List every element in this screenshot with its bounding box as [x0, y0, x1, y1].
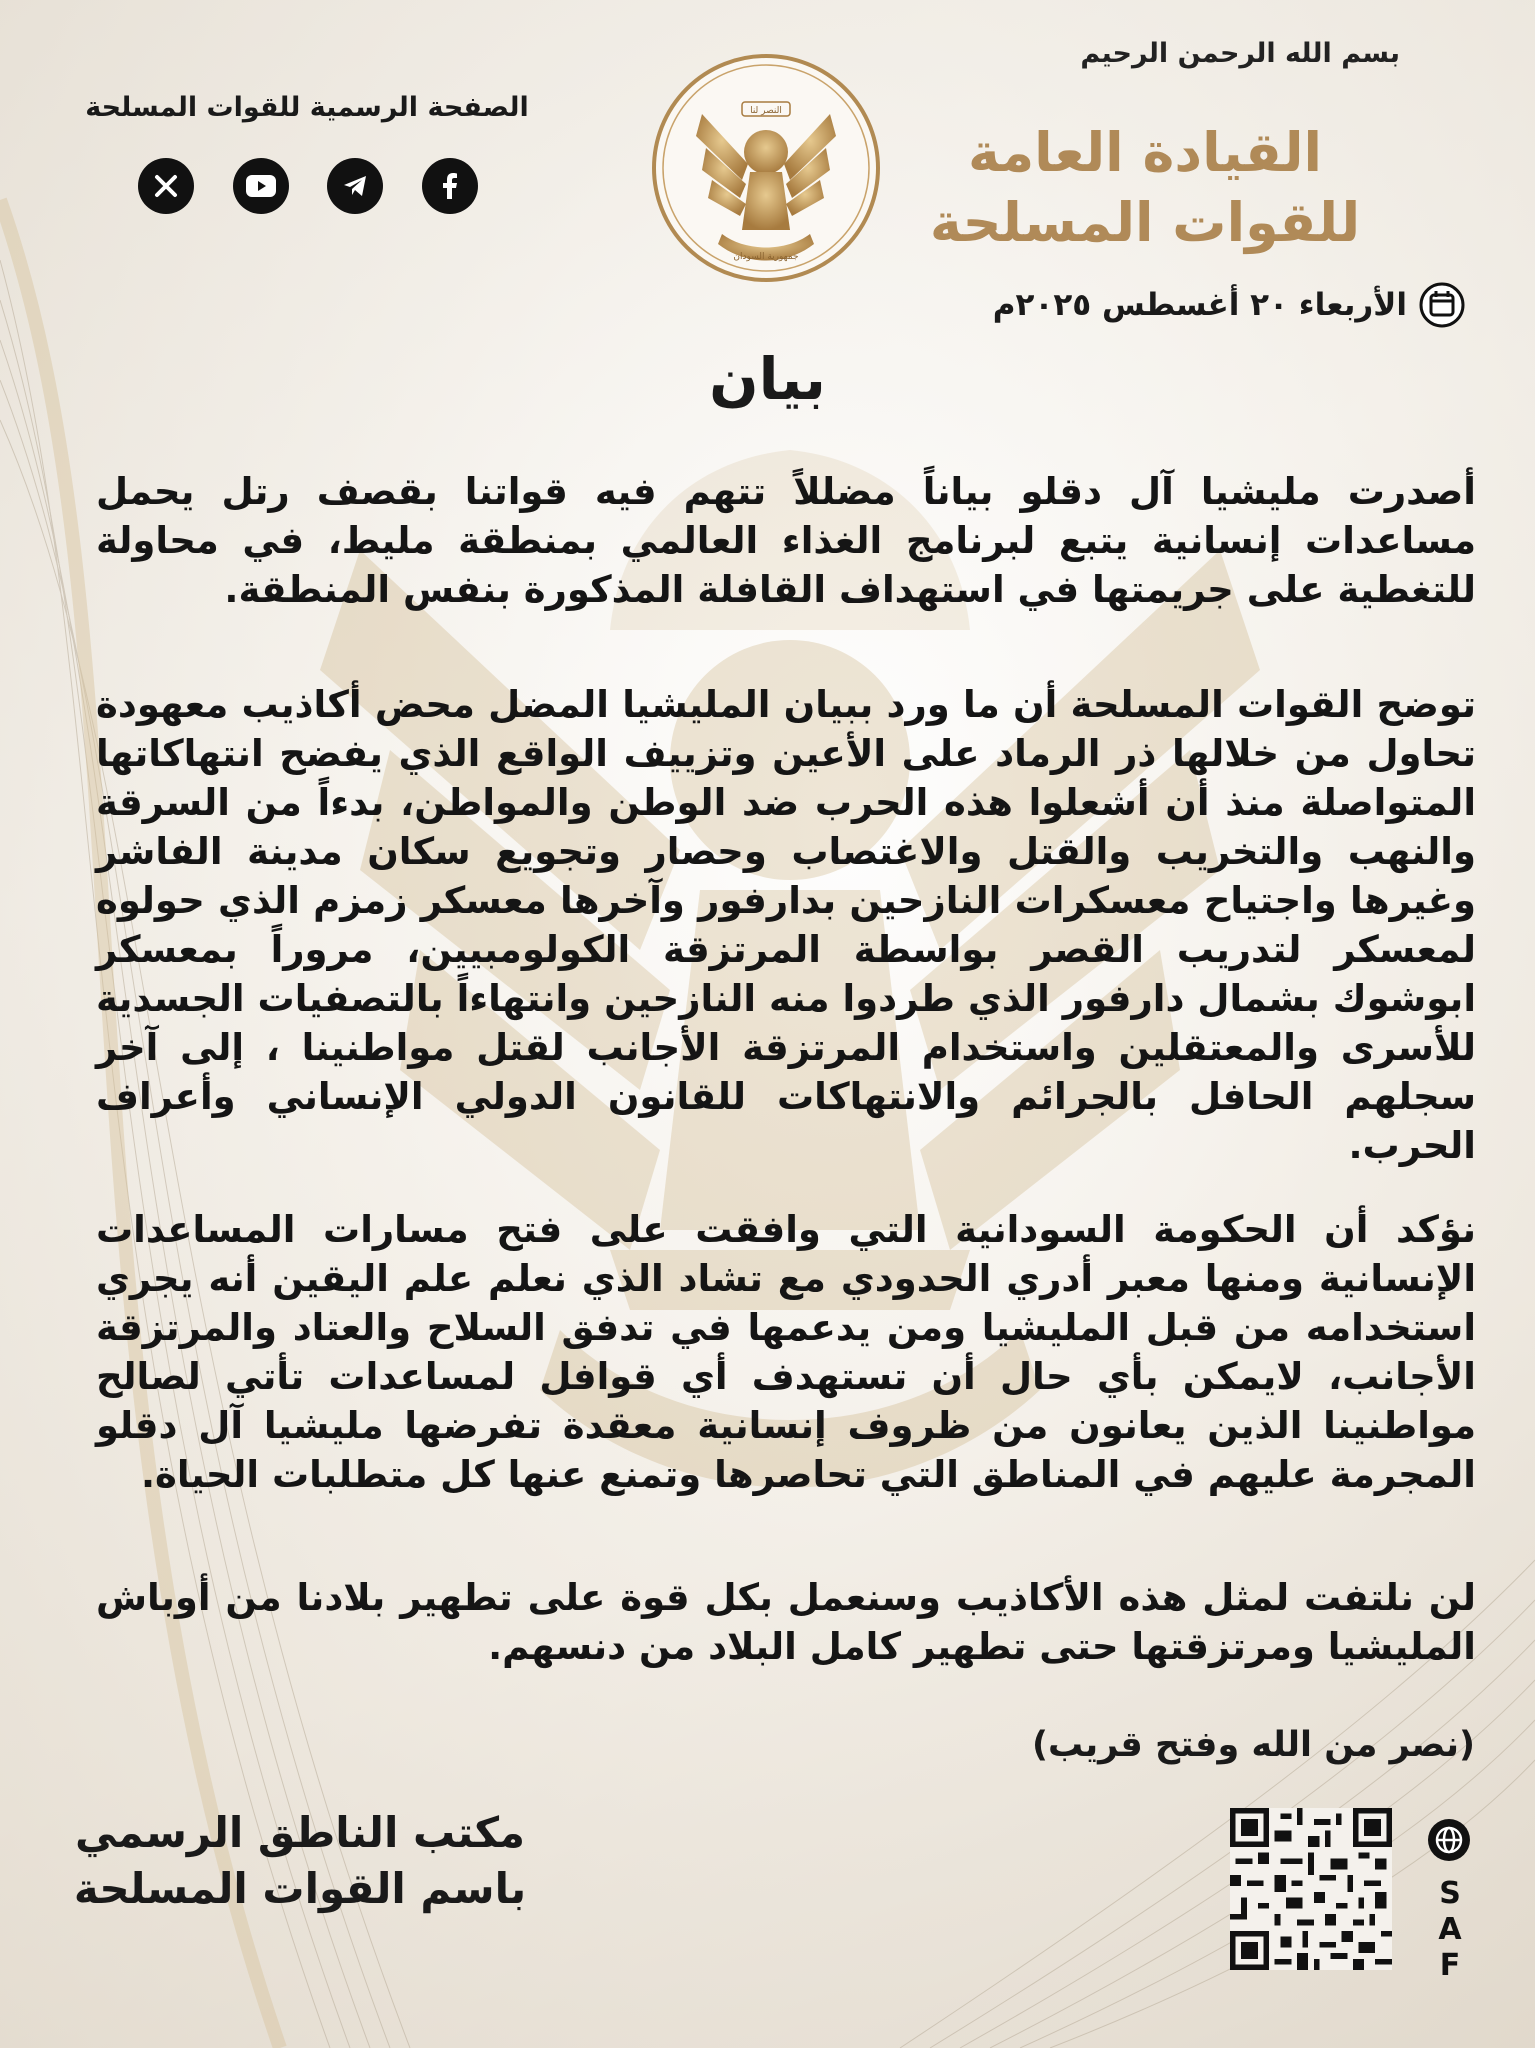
statement-date: الأربعاء ٢٠ أغسطس ٢٠٢٥م	[992, 287, 1407, 323]
saf-letter-f: F	[1439, 1948, 1461, 1983]
command-title-line2: للقوات المسلحة	[929, 191, 1361, 254]
basmala: بسم الله الرحمن الرحيم	[1080, 38, 1400, 69]
paragraph-4: لن نلتفت لمثل هذه الأكاذيب وسنعمل بكل قوة على تطهير بلادنا من أوباش المليشيا ومرتزقتها حتى تطهير كامل البلاد من دنسهم.	[96, 1576, 1476, 1668]
signature-line1: مكتب الناطق الرسمي	[74, 1808, 526, 1857]
signature-line2: باسم القوات المسلحة	[73, 1864, 527, 1913]
saf-letters	[1430, 1876, 1470, 1984]
x-icon[interactable]	[138, 158, 194, 214]
saf-letter-s: S	[1439, 1876, 1461, 1911]
signature-block	[60, 1805, 540, 1917]
qr-code[interactable]	[1230, 1808, 1392, 1970]
general-command-title	[885, 118, 1405, 258]
saf-letter-a: A	[1438, 1912, 1462, 1947]
telegram-icon[interactable]	[327, 158, 383, 214]
date-row	[993, 282, 1465, 328]
paragraph-2: توضح القوات المسلحة أن ما ورد ببيان المليشيا المضل محض أكاذيب معهودة تحاول من خلالها ذر الرماد على الأعين وتزييف الواقع الذي يفضح انتهاكاتها المتواصلة منذ أن أشعلوا هذه الحرب ضد الوطن والمواطن، بدءاً من السرقة والنهب والتخريب والقتل والاغتصاب وحصار وتجويع سكان مدينة الفاشر وغيرها واجتياح معسكرات النازحين بدارفور وآخرها معسكر زمزم الذي حولوه لمعسكر لتدريب القصر بواسطة المرتزقة الكولومبيين، مروراً بمعسكر ابوشوك بشمال دارفور الذي طردوا منه النازحين وانتهاءاً بالتصفيات الجسدية للأسرى والمعتقلين واستخدام المرتزقة الأجانب لقتل مواطنينا ، إلى آخر سجلهم الحافل بالجرائم والانتهاكات للقانون الدولي الإنساني وأعراف الحرب.	[96, 683, 1476, 1167]
emblem-bottom-text: جمهورية السودان	[733, 252, 799, 262]
paragraph-3: نؤكد أن الحكومة السودانية التي وافقت على فتح مسارات المساعدات الإنسانية ومنها معبر أدري الحدودي مع تشاد الذي نعلم علم اليقين أنه يجري استخدامه من قبل المليشيا ومن يدعمها في تدفق السلاح والعتاد والمرتزقة الأجانب، لايمكن بأي حال أن تستهدف أي قوافل لمساعدات تأتي لصالح مواطنينا الذين يعانون من ظروف إنسانية معقدة تفرضها مليشيا آل دقلو المجرمة عليهم في المناطق التي تحاصرها وتمنع عنها كل متطلبات الحياة.	[96, 1208, 1476, 1496]
youtube-icon[interactable]	[233, 158, 289, 214]
command-title-line1: القيادة العامة	[967, 121, 1323, 184]
paragraph-1: أصدرت مليشيا آل دقلو بياناً مضللاً تتهم فيه قواتنا بقصف رتل يحمل مساعدات إنسانية يتبع لبرنامج الغذاء العالمي بمنطقة مليط، في محاولة للتغطية على جريمتها في استهداف القافلة المذكورة بنفس المنطقة.	[96, 470, 1476, 611]
statement-title: بيان	[709, 345, 826, 413]
emblem-top-text: النصر لنا	[750, 106, 782, 116]
closing-phrase: (نصر من الله وفتح قريب)	[1031, 1725, 1475, 1765]
official-page-label: الصفحة الرسمية للقوات المسلحة	[85, 92, 529, 123]
saf-emblem	[650, 52, 882, 284]
social-links	[138, 158, 478, 214]
globe-icon[interactable]	[1427, 1818, 1471, 1862]
calendar-icon	[1419, 282, 1465, 328]
facebook-icon[interactable]	[422, 158, 478, 214]
